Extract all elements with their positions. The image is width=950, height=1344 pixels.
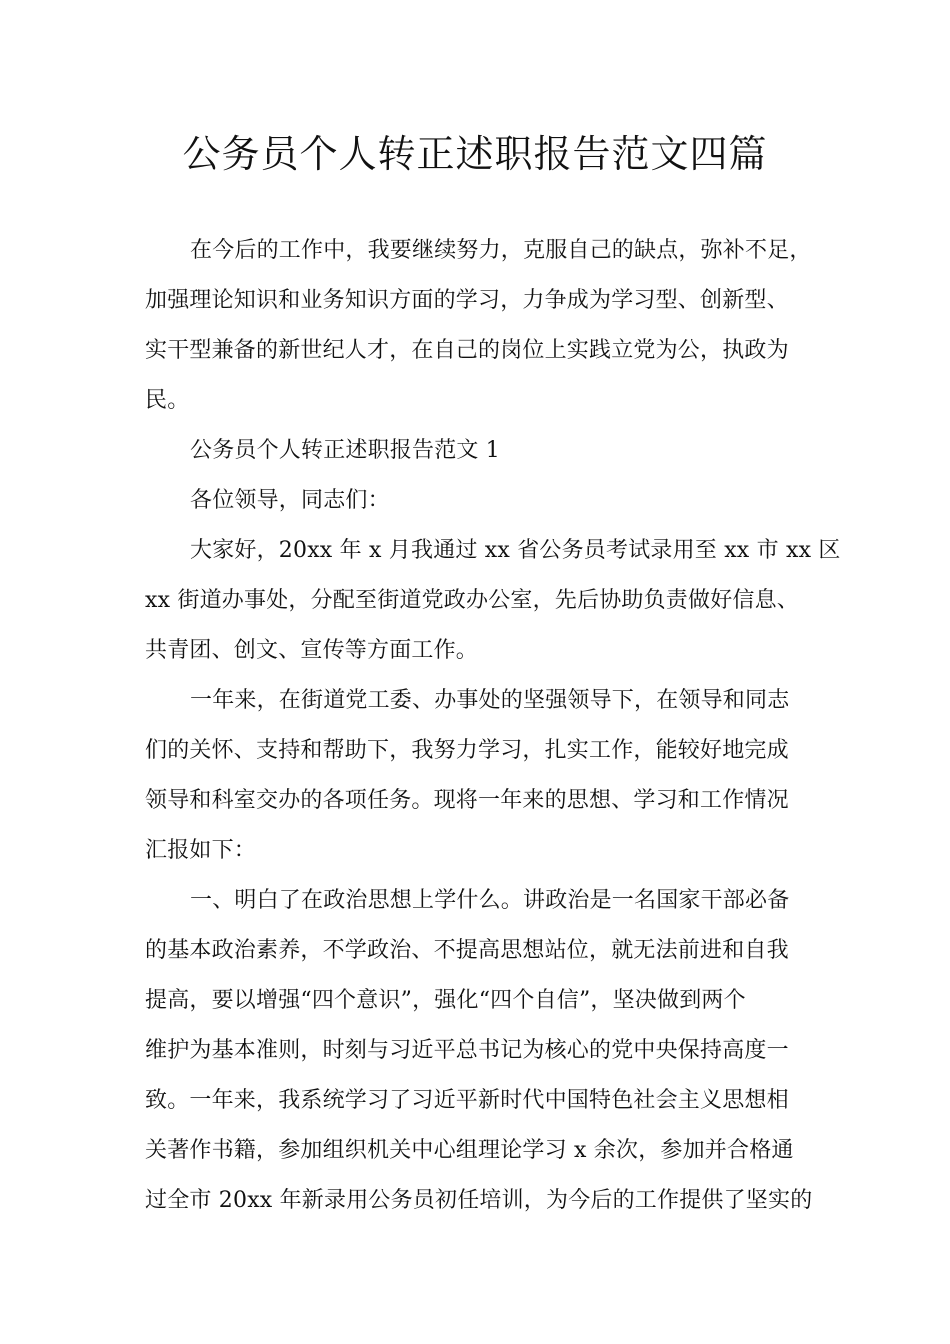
paragraph-line: 领导和科室交办的各项任务。现将一年来的思想、学习和工作情况 xyxy=(145,788,789,813)
paragraph-line: 关著作书籍，参加组织机关中心组理论学习 x 余次，参加并合格通 xyxy=(145,1138,794,1163)
paragraph-line: 民。 xyxy=(145,388,190,413)
paragraph-line: 过全市 20xx 年新录用公务员初任培训，为今后的工作提供了坚实的 xyxy=(145,1188,813,1213)
paragraph-line: xx 街道办事处，分配至街道党政办公室，先后协助负责做好信息、 xyxy=(145,588,800,613)
paragraph-line: 致。一年来，我系统学习了习近平新时代中国特色社会主义思想相 xyxy=(145,1088,789,1113)
paragraph-line: 提高，要以增强“四个意识”，强化“四个自信”，坚决做到两个 xyxy=(145,988,746,1013)
paragraph-line: 实干型兼备的新世纪人才，在自己的岗位上实践立党为公，执政为 xyxy=(145,338,789,363)
salutation: 各位领导，同志们： xyxy=(190,488,390,513)
paragraph-line: 维护为基本准则，时刻与习近平总书记为核心的党中央保持高度一 xyxy=(145,1038,789,1063)
paragraph-line: 一、明白了在政治思想上学什么。讲政治是一名国家干部必备 xyxy=(190,888,790,913)
section-heading: 公务员个人转正述职报告范文 1 xyxy=(190,438,500,463)
paragraph-line: 在今后的工作中，我要继续努力，克服自己的缺点，弥补不足， xyxy=(190,238,812,263)
paragraph-line: 加强理论知识和业务知识方面的学习，力争成为学习型、创新型、 xyxy=(145,288,789,313)
paragraph-line: 们的关怀、支持和帮助下，我努力学习，扎实工作，能较好地完成 xyxy=(145,738,789,763)
paragraph-line: 汇报如下： xyxy=(145,838,257,863)
document-title: 公务员个人转正述职报告范文四篇 xyxy=(182,132,768,176)
paragraph-line: 一年来，在街道党工委、办事处的坚强领导下，在领导和同志 xyxy=(190,688,790,713)
paragraph-line: 的基本政治素养，不学政治、不提高思想站位，就无法前进和自我 xyxy=(145,938,789,963)
paragraph-line: 共青团、创文、宣传等方面工作。 xyxy=(145,638,479,663)
paragraph-line: 大家好，20xx 年 x 月我通过 xx 省公务员考试录用至 xx 市 xx 区 xyxy=(190,538,841,563)
